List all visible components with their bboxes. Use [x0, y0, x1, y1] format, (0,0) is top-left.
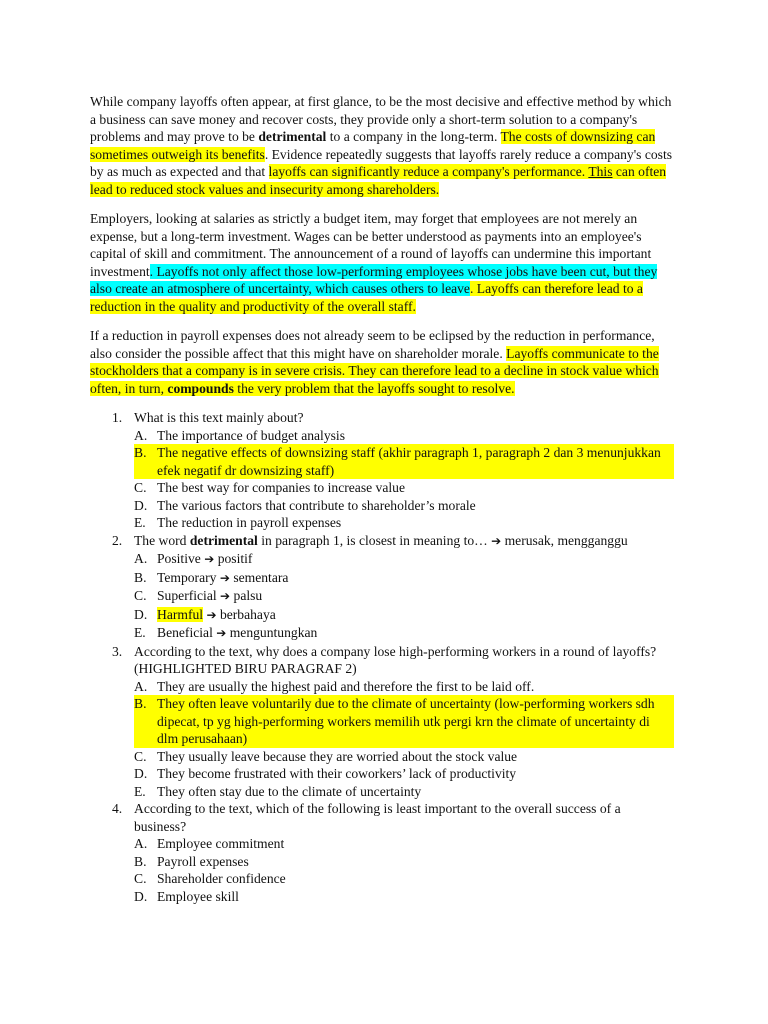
arrow-right-icon: ➔ — [204, 552, 215, 566]
option-letter: B. — [134, 853, 147, 869]
question-2 — [90, 532, 674, 643]
answer-option — [134, 853, 674, 871]
question-text: What is this text mainly about? — [134, 410, 304, 425]
p1-text-c: to a company in the long-term. — [326, 129, 501, 144]
answer-options — [134, 835, 674, 905]
answer-options — [134, 550, 674, 643]
question-number: 3. — [112, 643, 123, 659]
answer-option — [134, 479, 674, 497]
option-text: Employee skill — [157, 888, 239, 904]
answer-option — [134, 569, 674, 588]
p3-highlight-crisis: Layoffs communicate to the stockholders that a company is in severe crisis. They can therefore lead to a decline in stock value which often, in turn, — [90, 345, 659, 396]
p1-highlight-period: . — [581, 164, 589, 179]
answer-option — [134, 888, 674, 906]
p1-highlight-stock: can often lead to reduced stock values and insecurity among shareholders. — [90, 164, 667, 197]
option-letter: A. — [134, 551, 148, 566]
answer-option — [134, 550, 674, 569]
arrow-right-icon: ➔ — [206, 607, 217, 622]
question-list — [90, 409, 674, 905]
option-word: Beneficial — [157, 625, 213, 640]
answer-option — [134, 783, 674, 801]
option-text: They often leave voluntarily due to the climate of uncertainty (low-performing workers sdh dipecat, tp yg high-performing workers memilih utk pergi krn the climate of uncertainty di dlm perusahaan) — [157, 696, 655, 746]
answer-option — [134, 427, 674, 445]
option-text: Shareholder confidence — [157, 871, 286, 886]
question-number: 1. — [112, 410, 123, 425]
option-word: Temporary — [157, 569, 217, 585]
p2-highlight-quality: . Layoffs can therefore lead to a reduction in the quality and productivity of the overall staff. — [90, 281, 643, 314]
option-meaning: berbahaya — [219, 606, 276, 622]
option-letter: B. — [134, 696, 147, 711]
question-text-part: The word — [134, 532, 190, 548]
p2-text-a: Employers, looking at salaries as strictly a budget item, may forget that employees are not merely an expense, but a long-term investment. Wages can be better understood as payments into an employee's capital of skill and commitment. The announcement of a round of layoffs can undermine this important investment — [90, 211, 652, 279]
answer-option — [134, 870, 674, 888]
p1-highlight-costs: The costs of downsizing can sometimes outweigh its benefits — [90, 129, 656, 162]
option-letter: E. — [134, 783, 146, 799]
arrow-right-icon: ➔ — [219, 570, 230, 585]
document-body — [90, 93, 674, 905]
option-text: They become frustrated with their coworkers’ lack of productivity — [157, 766, 517, 781]
answer-option-highlighted — [134, 695, 674, 748]
option-meaning: positif — [217, 551, 253, 566]
option-text: They are usually the highest paid and therefore the first to be laid off. — [157, 678, 535, 694]
option-letter: A. — [134, 427, 148, 443]
answer-option — [134, 587, 674, 606]
question-number: 2. — [112, 532, 123, 548]
option-text: The reduction in payroll expenses — [157, 515, 342, 530]
option-letter: D. — [134, 497, 148, 513]
option-letter: C. — [134, 588, 147, 603]
question-text — [134, 532, 674, 551]
option-text: Payroll expenses — [157, 853, 249, 869]
p1-text-a: While company layoffs often appear, at first glance, to be the most decisive and effective method by which a business can save money and recover costs, they provide only a short-term solution to a company's problems and may prove to be — [90, 94, 672, 144]
question-bold-word: detrimental — [189, 532, 258, 548]
arrow-right-icon: ➔ — [491, 533, 502, 548]
option-letter: C. — [134, 748, 147, 764]
option-letter: B. — [134, 445, 147, 460]
option-letter: A. — [134, 836, 148, 851]
question-translation: merusak, mengganggu — [501, 532, 628, 548]
paragraph-3 — [90, 327, 674, 397]
option-text: The best way for companies to increase value — [157, 480, 405, 495]
option-letter: A. — [134, 678, 148, 694]
option-letter: E. — [134, 625, 146, 640]
answer-option — [134, 748, 674, 766]
option-letter: C. — [134, 480, 147, 495]
option-letter: E. — [134, 515, 146, 530]
option-text: The negative effects of downsizing staff (akhir paragraph 1, paragraph 2 dan 3 menunjukkan efek negatif dr downsizing staff) — [157, 445, 661, 478]
p3-text-a: If a reduction in payroll expenses does not already seem to be eclipsed by the reduction in performance, also consider the possible affect that this might have on shareholder morale. — [90, 328, 655, 361]
option-letter: D. — [134, 606, 148, 622]
question-number: 4. — [112, 801, 123, 816]
p2-highlight-uncertainty: . Layoffs not only affect those low-performing employees whose jobs have been cut, but they also create an atmosphere of uncertainty, which causes others to leave — [90, 263, 658, 296]
option-word: Positive — [157, 551, 201, 566]
arrow-right-icon: ➔ — [216, 626, 227, 640]
paragraph-2 — [90, 210, 674, 315]
answer-option — [134, 678, 674, 696]
answer-option — [134, 606, 674, 625]
question-4 — [90, 800, 674, 905]
answer-options — [134, 678, 674, 801]
paragraph-1 — [90, 93, 674, 198]
option-letter: B. — [134, 569, 147, 585]
question-text: According to the text, why does a company lose high-performing workers in a round of layoffs? (HIGHLIGHTED BIRU PARAGRAF 2) — [134, 643, 657, 676]
question-1 — [90, 409, 674, 532]
option-letter: D. — [134, 888, 148, 904]
p1-highlight-performance: layoffs can significantly reduce a company's performance — [268, 164, 582, 179]
p1-text-e: . Evidence repeatedly suggests that layoffs rarely reduce a company's costs by as much as expected and that — [90, 146, 673, 179]
question-text: According to the text, which of the following is least important to the overall success of a business? — [134, 801, 621, 834]
answer-option — [134, 835, 674, 853]
answer-option — [134, 765, 674, 783]
option-word-highlighted: Harmful — [157, 606, 204, 622]
answer-option — [134, 514, 674, 532]
option-text: Employee commitment — [157, 836, 285, 851]
p1-highlight-this: This — [588, 164, 613, 179]
p3-highlight-resolve: the very problem that the layoffs sought to resolve. — [233, 380, 515, 396]
option-letter: D. — [134, 766, 148, 781]
answer-option — [134, 497, 674, 515]
answer-options — [134, 427, 674, 532]
option-letter: C. — [134, 871, 147, 886]
option-meaning: palsu — [233, 588, 263, 603]
option-text: They often stay due to the climate of uncertainty — [157, 783, 422, 799]
arrow-right-icon: ➔ — [220, 589, 231, 603]
option-meaning: menguntungkan — [229, 625, 318, 640]
p3-bold-compounds: compounds — [167, 380, 234, 396]
option-word: Superficial — [157, 588, 217, 603]
answer-option — [134, 624, 674, 643]
answer-option-highlighted — [134, 444, 674, 479]
option-text: They usually leave because they are worried about the stock value — [157, 748, 518, 764]
option-text: The importance of budget analysis — [157, 427, 345, 443]
p1-bold-detrimental: detrimental — [258, 129, 327, 144]
question-text-part: in paragraph 1, is closest in meaning to… — [257, 532, 492, 548]
option-text: The various factors that contribute to shareholder’s morale — [157, 497, 476, 513]
question-3 — [90, 643, 674, 801]
option-meaning: sementara — [233, 569, 289, 585]
